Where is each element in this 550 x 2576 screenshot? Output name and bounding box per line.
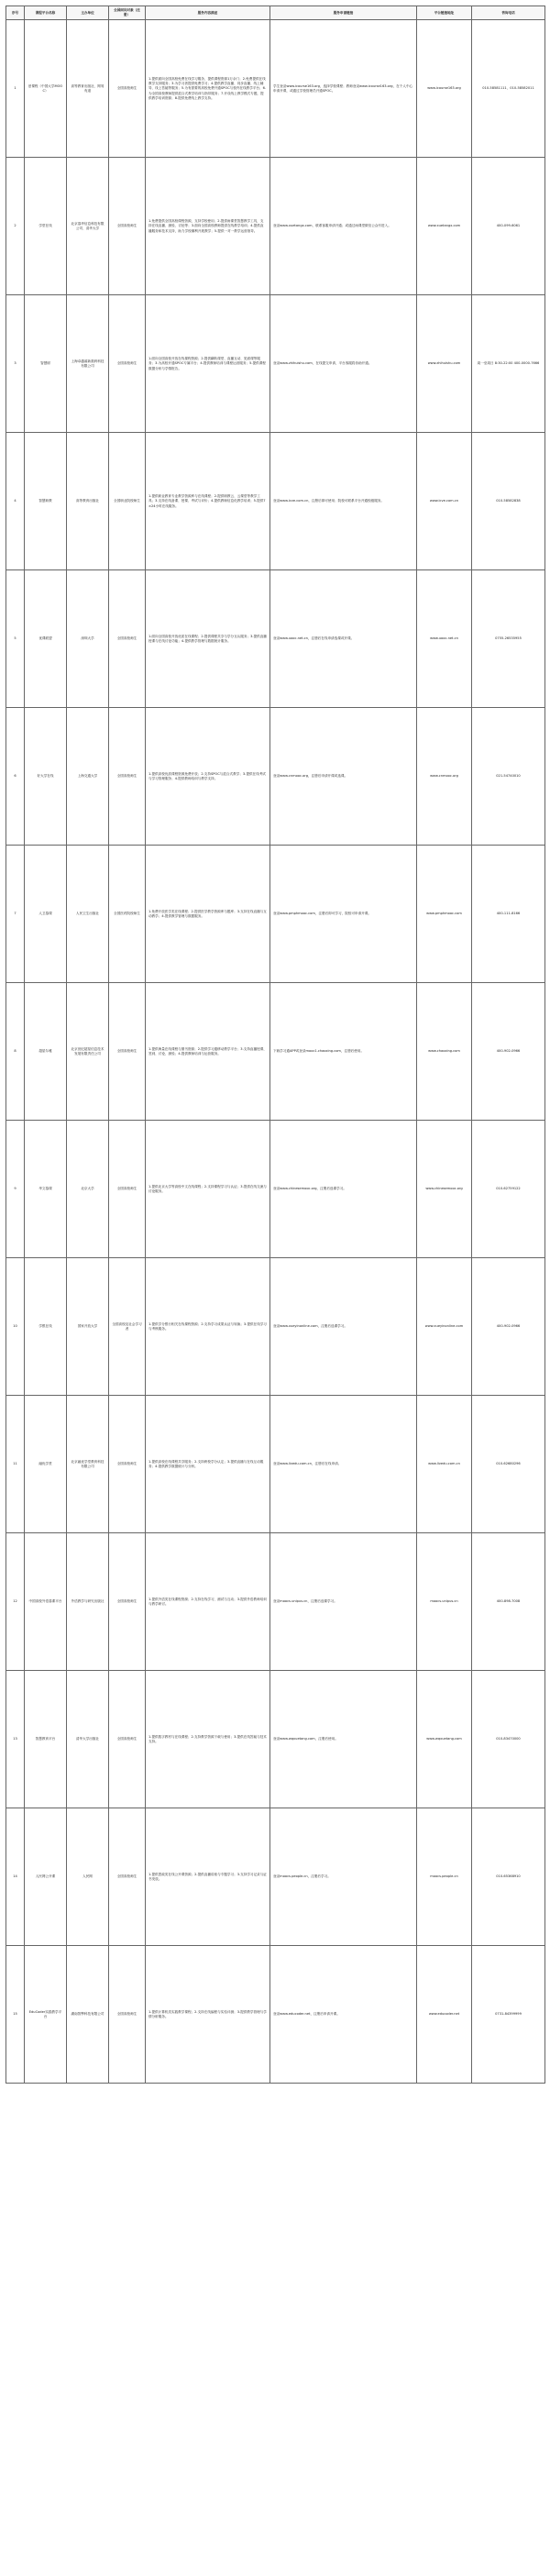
platform-name: 爱课程（中国大学MOOC） [25, 20, 67, 158]
table-row [6, 846, 545, 983]
contact-phone: 0731-84399999 [472, 1946, 545, 2084]
table-row [6, 570, 545, 708]
row-index: 2 [6, 158, 25, 295]
contact-phone: 010-65368910 [472, 1808, 545, 1946]
application-channel[interactable]: 登录www.zhihuishu.com，在线提交申请，平台客服将协助开通。 [270, 295, 417, 433]
service-description: 1.提供学分银行相关在线课程资源；2.支持学习成果认证与转换；3.提供在线学习与考核服务。 [146, 1258, 270, 1396]
organizer: 上海卓越睿新数码科技有限公司 [67, 295, 109, 433]
table-row [6, 1258, 545, 1396]
platform-site[interactable]: www.xuetangx.com [417, 158, 472, 295]
row-index: 6 [6, 708, 25, 846]
row-index: 10 [6, 1258, 25, 1396]
header-scope: 全国面向对象（注册） [109, 6, 146, 20]
contact-phone: 400-898-7008 [472, 1533, 545, 1671]
service-scope: 全国高校师生 [109, 1396, 146, 1533]
service-scope: 全国职业院校师生 [109, 433, 146, 570]
service-scope: 全国高校师生 [109, 708, 146, 846]
platform-name: 优课联盟 [25, 570, 67, 708]
contact-phone: 400-111-8166 [472, 846, 545, 983]
row-index: 8 [6, 983, 25, 1121]
row-index: 9 [6, 1121, 25, 1258]
application-channel[interactable]: 登录www.xuetangx.com，联系客服申请开通；或通过雨课堂微信公众号进入。 [270, 158, 417, 295]
organizer: 深圳大学 [67, 570, 109, 708]
table-row [6, 1671, 545, 1808]
row-index: 5 [6, 570, 25, 708]
organizer: 清华大学出版社 [67, 1671, 109, 1808]
row-index: 14 [6, 1808, 25, 1946]
contact-phone: 021-54740010 [472, 708, 545, 846]
platform-name: 智慧职教 [25, 433, 67, 570]
table-row [6, 433, 545, 570]
organizer: 北京融优学堂教育科技有限公司 [67, 1396, 109, 1533]
course-platform-table [6, 6, 545, 2084]
platform-site[interactable]: www.chinesemooc.org [417, 1121, 472, 1258]
service-scope: 全国高校师生 [109, 1121, 146, 1258]
organizer: 国家开放大学 [67, 1258, 109, 1396]
platform-site[interactable]: www.pmphmooc.com [417, 846, 472, 983]
service-scope: 全国高校师生 [109, 1533, 146, 1671]
application-channel[interactable]: 登录www.educoder.net，注册后申请开课。 [270, 1946, 417, 2084]
organizer: 外语教学与研究出版社 [67, 1533, 109, 1671]
service-description: 1.提供高校在线课程共享服务；2.支持跨校学分认定；3.提供直播与在线互动服务；4.提供教学数据统计与分析。 [146, 1396, 270, 1533]
platform-site[interactable]: www.uooc.net.cn [417, 570, 472, 708]
platform-name: 融优学堂 [25, 1396, 67, 1533]
service-description: 1.提供海量在线课程与图书资源；2.提供学习通移动教学平台；3.支持直播授课、签到、讨论、测验；4.提供教师培训与运营服务。 [146, 983, 270, 1121]
platform-site[interactable]: www.zhihuishu.com [417, 295, 472, 433]
contact-phone: 周一至周日 8:30-22:00 400-0000-7666 [472, 295, 545, 433]
platform-name: 超星尔雅 [25, 983, 67, 1121]
table-row [6, 1533, 545, 1671]
service-scope: 全国医药院校师生 [109, 846, 146, 983]
service-description: 1.提供思政类在线公开课资源；2.提供直播讲座与专题学习；3.支持学习记录与证书发放。 [146, 1808, 270, 1946]
organizer: 北京世纪超星信息技术发展有限责任公司 [67, 983, 109, 1121]
table-row [6, 708, 545, 846]
table-row [6, 983, 545, 1121]
table-row [6, 158, 545, 295]
service-description: 1.提供高校优质课程资源免费开放；2.支持SPOC与混合式教学；3.提供在线考试与学习管理服务；4.提供教师培训与教学支持。 [146, 708, 270, 846]
platform-name: 智慧树 [25, 295, 67, 433]
service-scope: 全国高校师生 [109, 570, 146, 708]
platform-name: 好大学在线 [25, 708, 67, 846]
header-idx: 序号 [6, 6, 25, 20]
row-index: 3 [6, 295, 25, 433]
table-body [6, 20, 545, 2084]
table-row [6, 1808, 545, 1946]
service-description: 1.免费开放医学类在线课程；2.提供医学教学资源库与题库；3.支持在线直播与互动教学；4.提供教学管理与数据服务。 [146, 846, 270, 983]
contact-phone: 400-902-0966 [472, 983, 545, 1121]
service-scope: 全国高校及社会学习者 [109, 1258, 146, 1396]
application-channel[interactable]: 登录moocs.unipus.cn，注册后选课学习。 [270, 1533, 417, 1671]
contact-phone: 010-83470000 [472, 1671, 545, 1808]
service-description: 1.提供数字教材与在线课程；2.支持教学资源下载与使用；3.提供在线答疑与技术支持。 [146, 1671, 270, 1808]
platform-site[interactable]: www.xueyinonline.com [417, 1258, 472, 1396]
header-site: 平台链接地址 [417, 6, 472, 20]
platform-site[interactable]: www.icve.com.cn [417, 433, 472, 570]
service-scope: 全国高校师生 [109, 1671, 146, 1808]
service-description: 1.面向全国高校开放优质在线课程；2.提供课程共享与学分互认服务；3.提供直播授课与在线讨论功能；4.提供教学管理与数据统计服务。 [146, 570, 270, 708]
contact-phone: 0755-26535955 [472, 570, 545, 708]
platform-name: 智慧教育平台 [25, 1671, 67, 1808]
service-scope: 全国高校师生 [109, 20, 146, 158]
header-desc: 服务内容描述 [146, 6, 270, 20]
service-description: 1.提供职业教育专业教学资源库与在线课程；2.提供职教云、云课堂等教学工具；3.支持在线备课、授课、考试与评价；4.提供教师信息化教学培训；5.提供7×24小时在线服务。 [146, 433, 270, 570]
organizer: 北京大学 [67, 1121, 109, 1258]
service-scope: 全国高校师生 [109, 1946, 146, 2084]
platform-site[interactable]: www.chaoxing.com [417, 983, 472, 1121]
platform-name: 中国高校外语慕课平台 [25, 1533, 67, 1671]
service-scope: 全国高校师生 [109, 158, 146, 295]
service-description: 1.提供面向全国高校免费在线学习服务，提供课程资源1万余门；2.免费提供在线教学支持服务；3.为学习者提供免费学习；4.提供教学直播、同步直播、线上辅导、线上答疑等服务；5.为有需要的高校免费开通SPOC与校内在线教学平台；6.为全国高校教师提供混合式教学培训与指导服务；7.开设线上教学模式专题，提供教学培训资源；8.提供免费线上教学支持。 [146, 20, 270, 158]
service-description: 1.提供外语类在线课程资源；2.支持在线学习、测试与互动；3.提供外语教师培训与教学研讨。 [146, 1533, 270, 1671]
application-channel[interactable]: 登录moocs.people.cn，注册后学习。 [270, 1808, 417, 1946]
row-index: 4 [6, 433, 25, 570]
application-channel[interactable]: 登录www.xueyinonline.com，注册后选课学习。 [270, 1258, 417, 1396]
platform-name: 学银在线 [25, 1258, 67, 1396]
platform-name: 学堂在线 [25, 158, 67, 295]
row-index: 7 [6, 846, 25, 983]
contact-phone: 400-099-6061 [472, 158, 545, 295]
table-row [6, 295, 545, 433]
organizer: 人民网 [67, 1808, 109, 1946]
contact-phone: 010-62680296 [472, 1396, 545, 1533]
platform-site[interactable]: www.livedu.com.cn [417, 1396, 472, 1533]
platform-name: 人民网公开课 [25, 1808, 67, 1946]
contact-phone: 010-62759122 [472, 1121, 545, 1258]
contact-phone: 010-58582838 [472, 433, 545, 570]
row-index: 12 [6, 1533, 25, 1671]
application-channel[interactable]: 登录www.wqxuetang.com，注册后使用。 [270, 1671, 417, 1808]
platform-site[interactable]: www.educoder.net [417, 1946, 472, 2084]
organizer: 北京慕华信息科技有限公司、清华大学 [67, 158, 109, 295]
service-scope: 全国高校师生 [109, 983, 146, 1121]
application-channel[interactable]: 下载学习通APP或登录mooc1.chaoxing.com，注册后使用。 [270, 983, 417, 1121]
table-row [6, 20, 545, 158]
row-index: 1 [6, 20, 25, 158]
contact-phone: 010-58581111、010-58582011 [472, 20, 545, 158]
platform-site[interactable]: www.icourse163.org [417, 20, 472, 158]
service-description: 1.面向全国高校开放在线课程资源；2.提供翻转课堂、直播互动、见面课等服务；3.为高校开通SPOC专属平台；4.提供教师培训与课程运营服务；5.提供课程数据分析与学情报告。 [146, 295, 270, 433]
header-contact: 咨询电话 [472, 6, 545, 20]
header-row [6, 6, 545, 20]
platform-site[interactable]: www.wqxuetang.com [417, 1671, 472, 1808]
organizer: 湖南智擎科技有限公司 [67, 1946, 109, 2084]
row-index: 11 [6, 1396, 25, 1533]
organizer: 人民卫生出版社 [67, 846, 109, 983]
header-platform: 课程平台名称 [25, 6, 67, 20]
platform-name: 人卫慕课 [25, 846, 67, 983]
organizer: 高等教育出版社、网易有道 [67, 20, 109, 158]
platform-site[interactable]: www.cnmooc.org [417, 708, 472, 846]
application-channel[interactable]: 登录www.livedu.com.cn，注册后在线申请。 [270, 1396, 417, 1533]
table-row [6, 1946, 545, 2084]
row-index: 15 [6, 1946, 25, 2084]
platform-site[interactable]: moocs.people.cn [417, 1808, 472, 1946]
application-channel[interactable]: 登录www.pmphmooc.com，注册后即可学习，院校可申请开课。 [270, 846, 417, 983]
service-description: 1.免费提供全国高校课程资源，支持学校使用；2.提供雨课堂智慧教学工具，支持在线直播、测验、讨论等；3.面向全国高校教师提供在线教学培训；4.提供直播服务和技术支持，助力学校顺利开展教学；5.提供一对一教学运营指导。 [146, 158, 270, 295]
service-description: 1.提供计算机类实践教学课程；2.支持在线编程与实验评测；3.提供教学管理与学情分析服务。 [146, 1946, 270, 2084]
platform-name: EduCoder实践教学平台 [25, 1946, 67, 2084]
application-channel[interactable]: 登录www.cnmooc.org，注册后申请开课或选课。 [270, 708, 417, 846]
service-scope: 全国高校师生 [109, 295, 146, 433]
application-channel[interactable]: 登录www.icve.com.cn，注册后即可使用；院校可联系平台开通校级服务。 [270, 433, 417, 570]
application-channel[interactable]: 登录www.uooc.net.cn，注册后在线申请选课或开课。 [270, 570, 417, 708]
header-org: 主办单位 [67, 6, 109, 20]
service-scope: 全国高校师生 [109, 1808, 146, 1946]
organizer: 高等教育出版社 [67, 433, 109, 570]
header-channel: 服务申请链接 [270, 6, 417, 20]
table-row [6, 1121, 545, 1258]
service-description: 1.提供北京大学等高校中文在线课程；2.支持课程学习与认证；3.提供在线交流与讨论服务。 [146, 1121, 270, 1258]
platform-site[interactable]: moocs.unipus.cn [417, 1533, 472, 1671]
row-index: 13 [6, 1671, 25, 1808]
application-channel[interactable]: 学生登录www.icourse163.org，选择学校课程；教师登录www.icourse163.org，在个人中心申请开课，或通过学校管理员开通SPOC。 [270, 20, 417, 158]
table-row [6, 1396, 545, 1533]
application-channel[interactable]: 登录www.chinesemooc.org，注册后选课学习。 [270, 1121, 417, 1258]
platform-name: 华文慕课 [25, 1121, 67, 1258]
organizer: 上海交通大学 [67, 708, 109, 846]
contact-phone: 400-902-0966 [472, 1258, 545, 1396]
